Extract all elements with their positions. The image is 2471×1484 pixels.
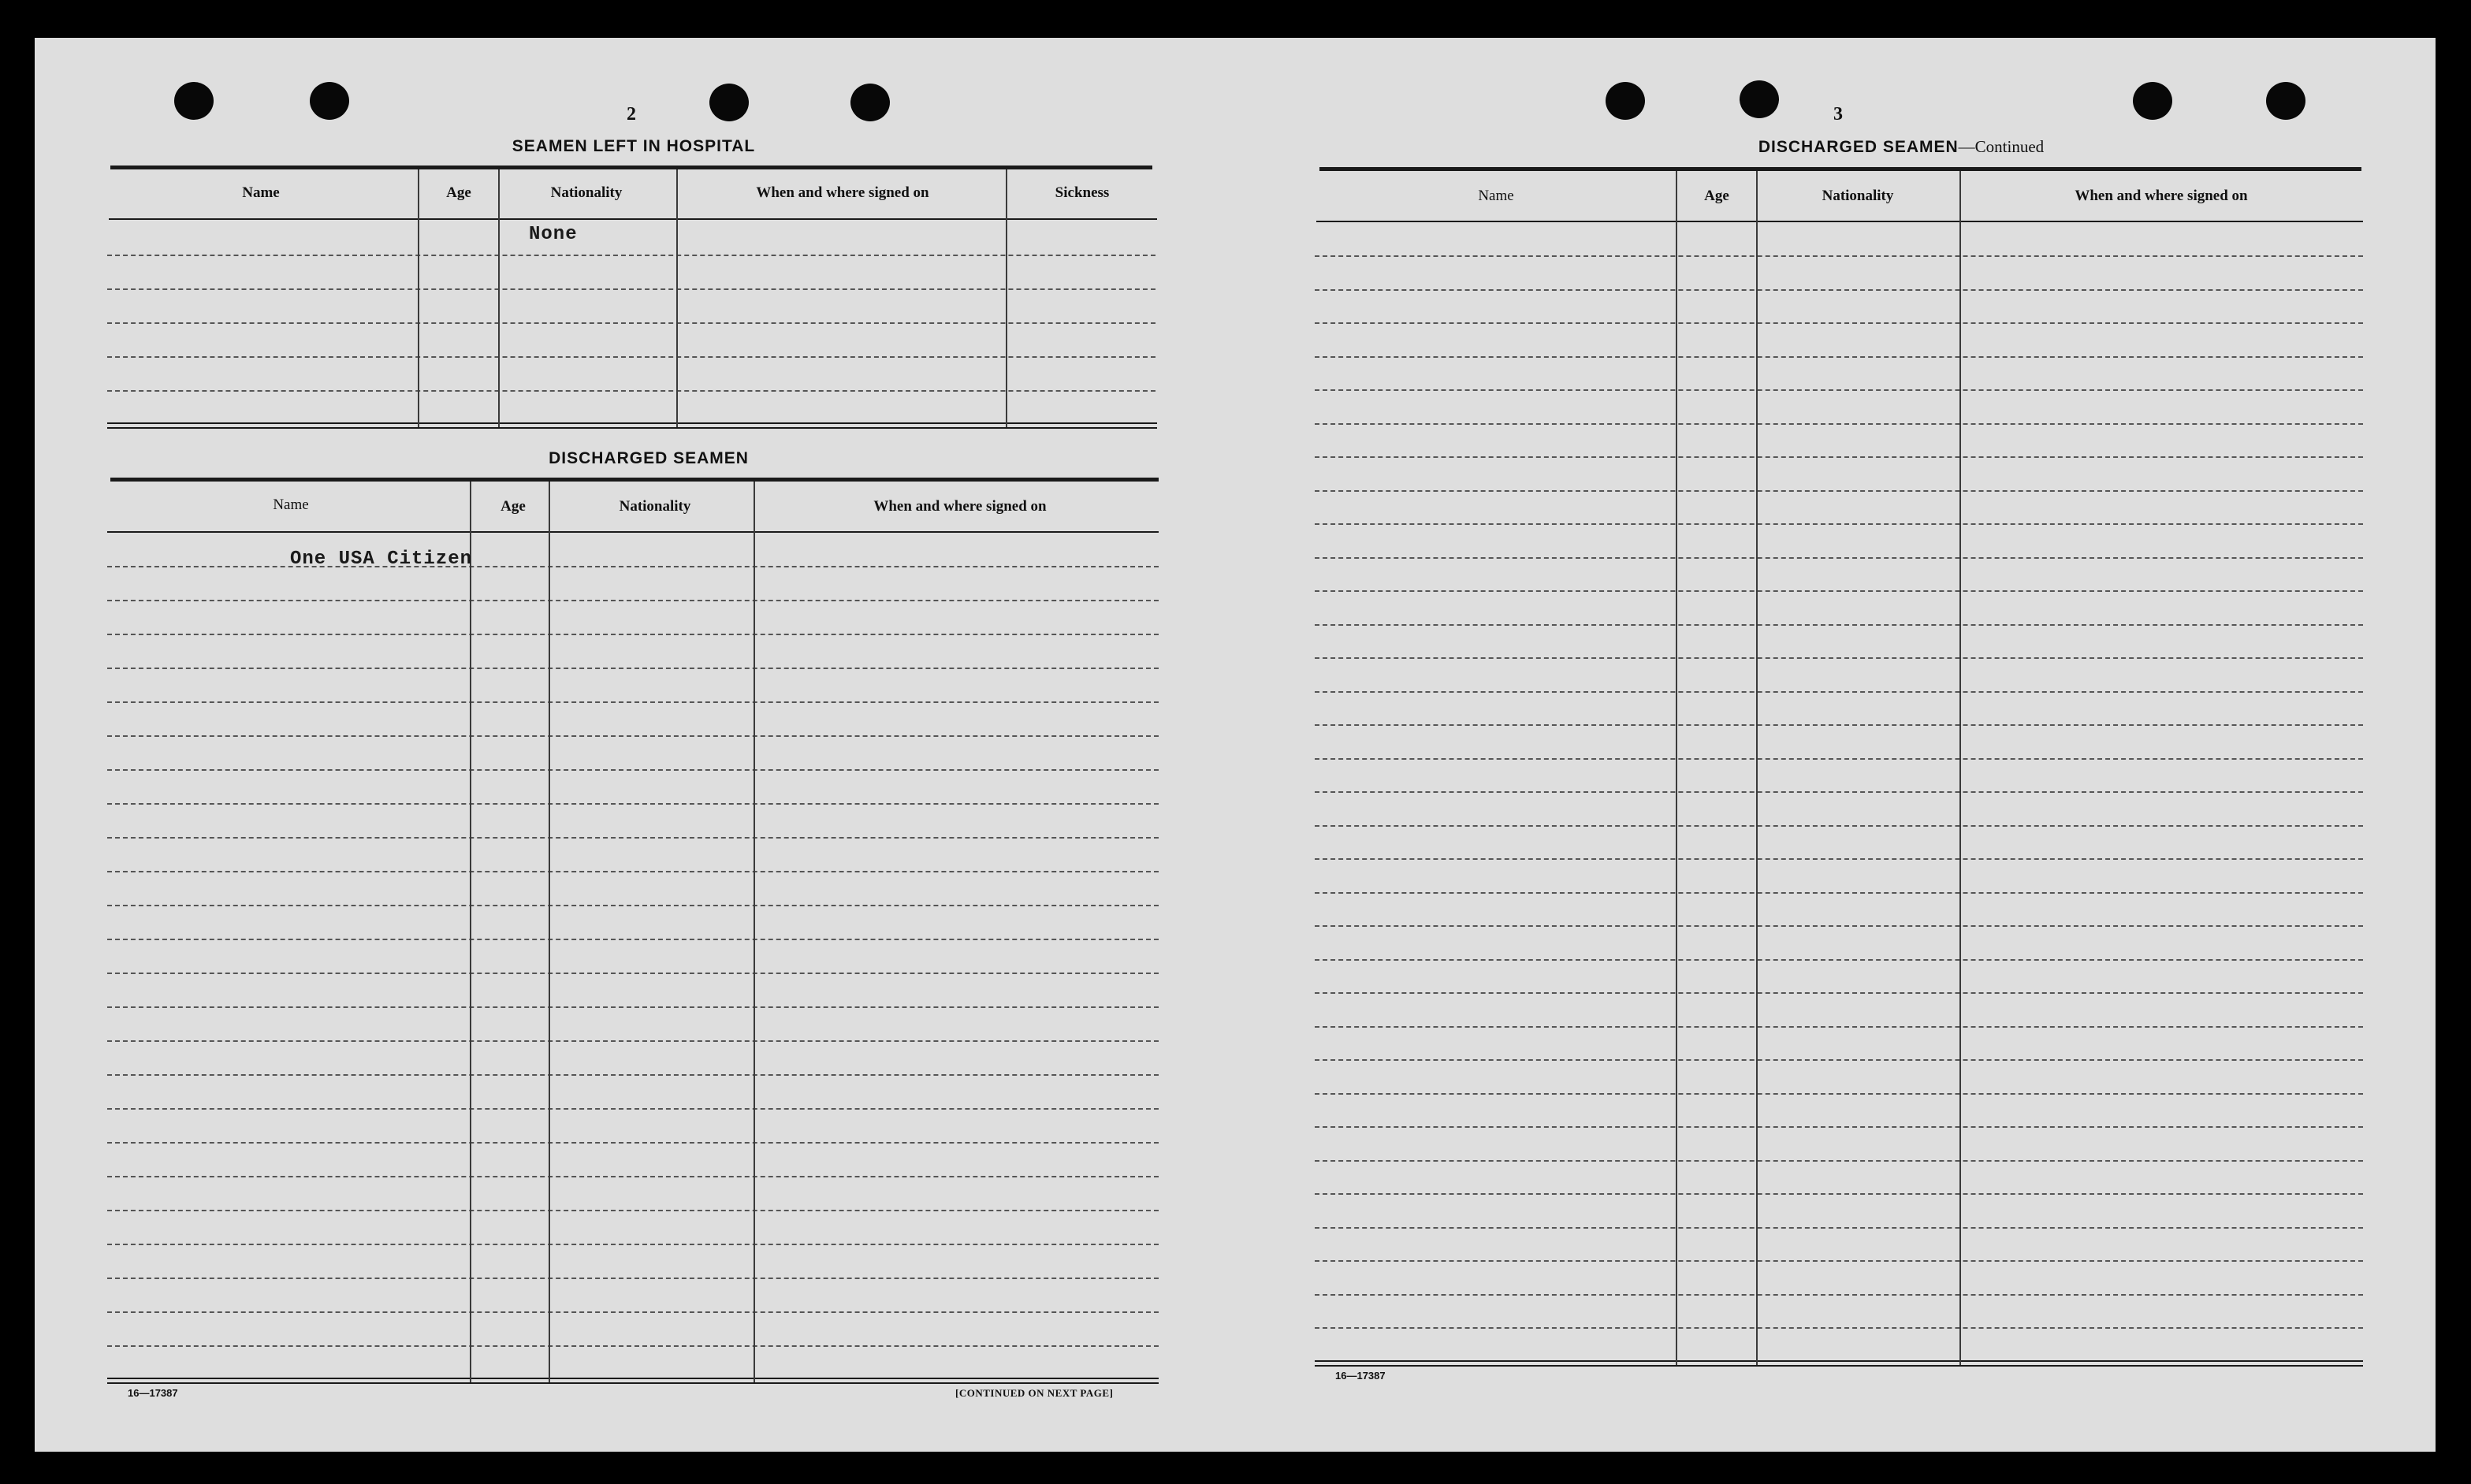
hospital-section-title: SEAMEN LEFT IN HOSPITAL	[512, 137, 756, 155]
column-divider	[1959, 171, 1961, 1365]
punch-hole	[2133, 82, 2172, 120]
ruled-line	[1315, 423, 2363, 425]
ruled-line	[1315, 490, 2363, 492]
column-divider	[549, 482, 550, 1382]
page-number: 2	[627, 104, 636, 125]
ruled-line	[1315, 289, 2363, 291]
punch-hole	[850, 84, 890, 121]
table-top-rule	[110, 166, 1152, 169]
ruled-line	[1315, 925, 2363, 927]
document-sheet	[35, 38, 2436, 1452]
column-divider	[1676, 171, 1677, 1365]
ruled-line	[1315, 557, 2363, 559]
table-header-rule	[107, 531, 1159, 533]
ruled-line	[107, 668, 1159, 669]
ruled-line	[1315, 523, 2363, 525]
column-header-age: Age	[501, 498, 526, 515]
ruled-line	[1315, 657, 2363, 659]
column-header-nationality: Nationality	[1822, 188, 1894, 204]
ruled-line	[1315, 758, 2363, 760]
ruled-line	[1315, 691, 2363, 693]
ruled-line	[1315, 959, 2363, 961]
table-bottom-rule	[1315, 1360, 2363, 1362]
ruled-line	[107, 1210, 1159, 1211]
ruled-line	[107, 1040, 1159, 1042]
column-header-sickness: Sickness	[1055, 184, 1110, 201]
ruled-line	[107, 837, 1159, 839]
ruled-line	[1315, 1093, 2363, 1095]
punch-hole	[1740, 80, 1779, 118]
punch-hole	[310, 82, 349, 120]
ruled-line	[1315, 1059, 2363, 1061]
ruled-line	[1315, 1260, 2363, 1262]
ruled-line	[107, 1345, 1159, 1347]
ruled-line	[1315, 1294, 2363, 1296]
column-divider	[470, 482, 471, 1382]
table-header-rule	[1316, 221, 2363, 222]
ruled-line	[1315, 322, 2363, 324]
ruled-line	[1315, 1026, 2363, 1028]
ruled-line	[1315, 892, 2363, 894]
ruled-line	[1315, 724, 2363, 726]
table-bottom-rule	[1315, 1365, 2363, 1367]
ruled-line	[1315, 1126, 2363, 1128]
column-divider	[418, 169, 419, 427]
column-header-name: Name	[242, 184, 280, 201]
ruled-line	[107, 288, 1155, 290]
ruled-line	[1315, 825, 2363, 827]
discharged-section-title: DISCHARGED SEAMEN	[549, 449, 749, 467]
ruled-line	[1315, 356, 2363, 358]
ruled-line	[1315, 590, 2363, 592]
ruled-line	[107, 1311, 1159, 1313]
ruled-line	[107, 634, 1159, 635]
ruled-line	[107, 1108, 1159, 1110]
table-bottom-rule	[107, 1382, 1159, 1384]
ruled-line	[107, 255, 1155, 256]
ruled-line	[107, 1006, 1159, 1008]
ruled-line	[1315, 456, 2363, 458]
ruled-line	[1315, 992, 2363, 994]
ruled-line	[107, 735, 1159, 737]
form-number: 16—17387	[128, 1387, 178, 1399]
column-header-nationality: Nationality	[550, 184, 623, 201]
table-bottom-rule	[107, 1378, 1159, 1379]
section-title-continued: —Continued	[1958, 137, 2045, 156]
ruled-line	[1315, 1227, 2363, 1229]
ruled-line	[107, 871, 1159, 872]
column-divider	[1756, 171, 1758, 1365]
ruled-line	[1315, 389, 2363, 391]
page-number: 3	[1833, 104, 1843, 125]
column-header-when-where: When and where signed on	[873, 498, 1047, 515]
table-bottom-rule	[107, 422, 1157, 424]
section-title-main: DISCHARGED SEAMEN	[1758, 138, 1959, 156]
column-header-name: Name	[273, 497, 309, 513]
ruled-line	[107, 1278, 1159, 1279]
punch-hole	[1606, 82, 1645, 120]
ruled-line	[107, 1142, 1159, 1144]
ruled-line	[107, 803, 1159, 805]
table-header-rule	[109, 218, 1157, 220]
table-top-rule	[110, 478, 1159, 482]
ruled-line	[107, 973, 1159, 974]
ruled-line	[1315, 1193, 2363, 1195]
ruled-line	[107, 600, 1159, 601]
ruled-line	[107, 1176, 1159, 1177]
column-divider	[1006, 169, 1007, 427]
ruled-line	[107, 322, 1155, 324]
punch-hole	[2266, 82, 2305, 120]
ruled-line	[1315, 791, 2363, 793]
ruled-line	[107, 701, 1159, 703]
column-divider	[754, 482, 755, 1382]
continued-note: [CONTINUED ON NEXT PAGE]	[955, 1387, 1114, 1399]
ruled-line	[107, 939, 1159, 940]
column-header-nationality: Nationality	[619, 498, 691, 515]
column-header-when-where: When and where signed on	[756, 184, 929, 201]
column-divider	[498, 169, 500, 427]
column-header-age: Age	[1704, 188, 1729, 204]
ruled-line	[107, 1074, 1159, 1076]
ruled-line	[1315, 1160, 2363, 1162]
column-header-when-where: When and where signed on	[2075, 188, 2248, 204]
typed-entry-one-usa-citizen: One USA Citizen	[290, 549, 473, 570]
ruled-line	[1315, 255, 2363, 257]
form-number: 16—17387	[1335, 1370, 1386, 1382]
ruled-line	[1315, 624, 2363, 626]
punch-hole	[174, 82, 214, 120]
ruled-line	[107, 769, 1159, 771]
ruled-line	[107, 905, 1159, 906]
column-header-name: Name	[1478, 188, 1514, 204]
ruled-line	[107, 566, 1159, 567]
typed-entry-none: None	[529, 224, 578, 245]
ruled-line	[1315, 1327, 2363, 1329]
ruled-line	[107, 1244, 1159, 1245]
ruled-line	[1315, 858, 2363, 860]
ruled-line	[107, 390, 1155, 392]
punch-hole	[709, 84, 749, 121]
column-header-age: Age	[446, 184, 471, 201]
table-top-rule	[1319, 167, 2361, 171]
section-title	[1758, 137, 2044, 157]
ruled-line	[107, 356, 1155, 358]
table-bottom-rule	[107, 427, 1157, 429]
column-divider	[676, 169, 678, 427]
